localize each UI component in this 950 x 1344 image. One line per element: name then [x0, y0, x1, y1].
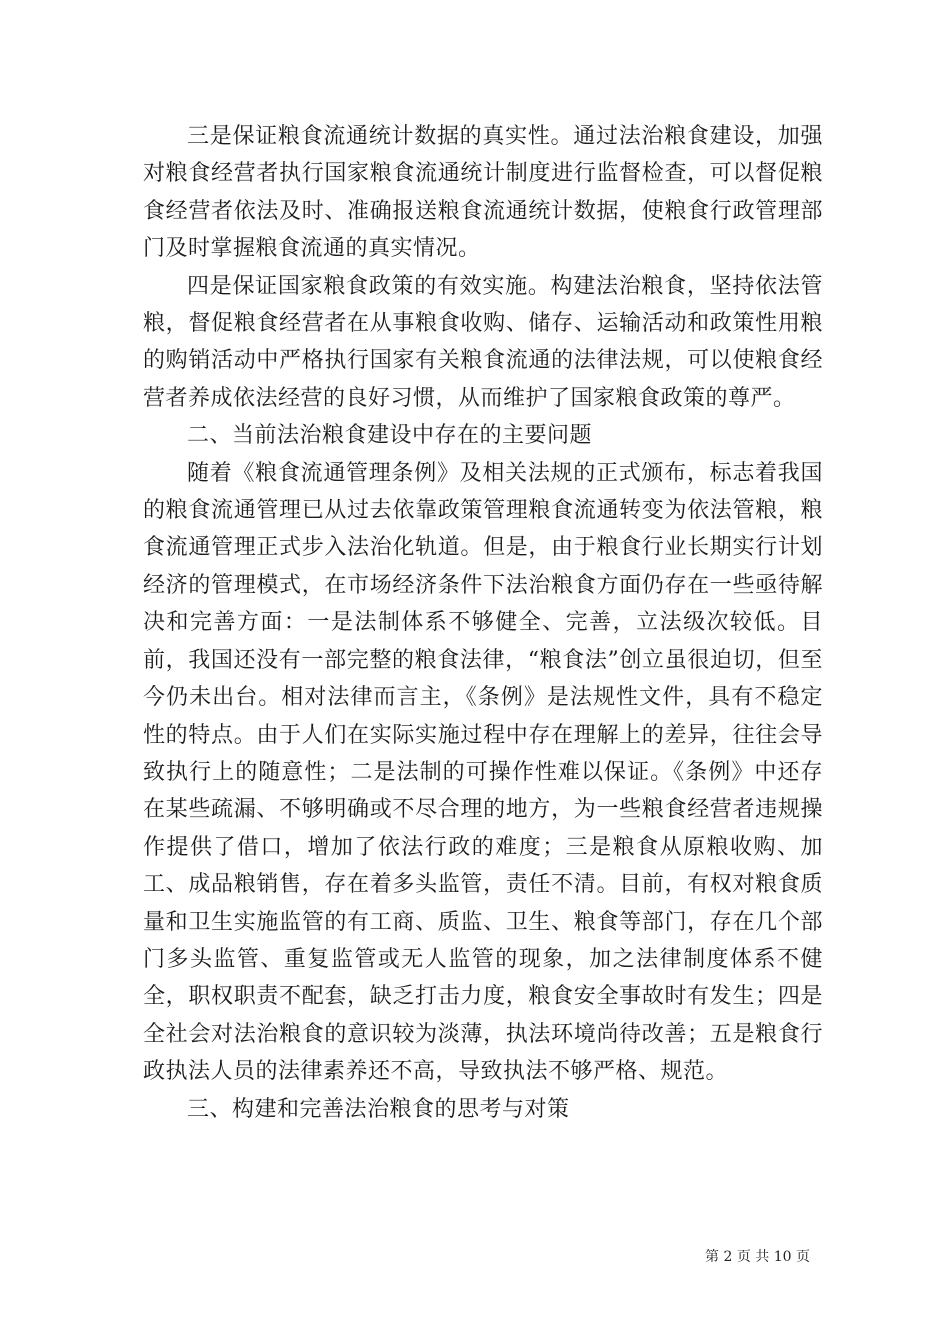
document-body	[143, 118, 823, 1128]
paragraph-policy: 四是保证国家粮食政策的有效实施。构建法治粮食，坚持依法管粮，督促粮食经营者在从事粮食收购、储存、运输活动和政策性用粮的购销活动中严格执行国家有关粮食流通的法律法规，可以使粮食经营者养成依法经营的良好习惯，从而维护了国家粮食政策的尊严。	[143, 273, 823, 411]
paragraph-statistics: 三是保证粮食流通统计数据的真实性。通过法治粮食建设，加强对粮食经营者执行国家粮食流通统计制度进行监督检查，可以督促粮食经营者依法及时、准确报送粮食流通统计数据，使粮食行政管理部门及时掌握粮食流通的真实情况。	[143, 124, 823, 262]
page-footer: 第 2 页 共 10 页	[705, 1249, 810, 1265]
paragraph-problems: 随着《粮食流通管理条例》及相关法规的正式颁布，标志着我国的粮食流通管理已从过去依靠政策管理粮食流通转变为依法管粮，粮食流通管理正式步入法治化轨道。但是，由于粮食行业长期实行计划经济的管理模式，在市场经济条件下法治粮食方面仍存在一些亟待解决和完善方面：一是法制体系不够健全、完善，立法级次较低。目前，我国还没有一部完整的粮食法律，“粮食法”创立虽很迫切，但至今仍未出台。相对法律而言主，《条例》是法规性文件，具有不稳定性的特点。由于人们在实际实施过程中存在理解上的差异，往往会导致执行上的随意性；二是法制的可操作性难以保证。《条例》中还存在某些疏漏、不够明确或不尽合理的地方，为一些粮食经营者违规操作提供了借口，增加了依法行政的难度；三是粮食从原粮收购、加工、成品粮销售，存在着多头监管，责任不清。目前，有权对粮食质量和卫生实施监管的有工商、质监、卫生、粮食等部门，存在几个部门多头监管、重复监管或无人监管的现象，加之法律制度体系不健全，职权职责不配套，缺乏打击力度，粮食安全事故时有发生；四是全社会对法治粮食的意识较为淡薄，执法环境尚待改善；五是粮食行政执法人员的法律素养还不高，导致执法不够严格、规范。	[143, 460, 823, 1085]
section-heading-3: 三、构建和完善法治粮食的思考与对策	[187, 1096, 570, 1122]
section-heading-2: 二、当前法治粮食建设中存在的主要问题	[187, 423, 593, 449]
